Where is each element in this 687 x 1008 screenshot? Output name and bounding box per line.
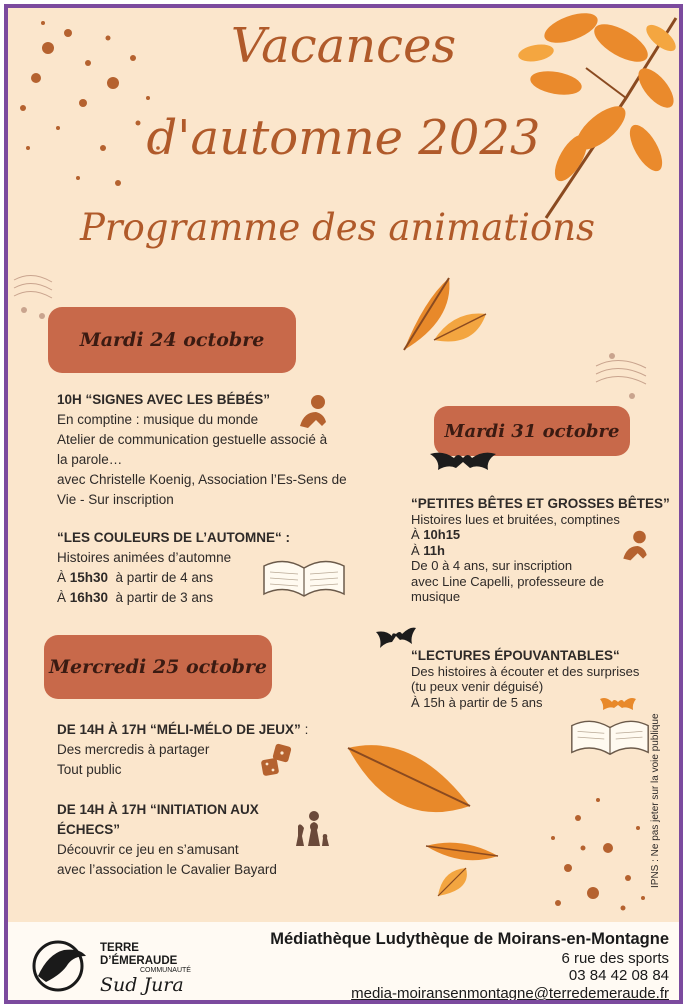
event-jeux-title: DE 14H À 17H “MÉLI-MÉLO DE JEUX” [57,722,301,737]
poster [4,4,683,1004]
event-jeux-line-2: Tout public [57,762,122,777]
time-value: 11h [423,542,445,558]
day-badge-wednesday-25: Mercredi 25 octobre [44,635,272,699]
event-signes-line-4: avec Christelle Koenig, Association l’Es-Sens de [57,472,347,487]
venue-info [270,928,669,1003]
event-signes-title: 10H “SIGNES AVEC LES BÉBÉS” [57,392,271,407]
logo-text [100,942,177,968]
dice-icon [260,743,296,777]
event-jeux-title-suffix: : [300,722,309,737]
event-echecs-title-1: DE 14H À 17H “INITIATION AUX [57,802,259,817]
event-lectures [411,648,681,710]
day-badge-tuesday-24: Mardi 24 octobre [48,307,296,373]
event-lectures-title: “LECTURES ÉPOUVANTABLES“ [411,648,620,663]
logo-line-2: D’ÉMERAUDE [100,955,178,967]
autumn-leaves-center [394,270,494,358]
open-book-icon [260,554,348,606]
subtitle: Programme des animations [79,206,596,249]
time-value: 10h15 [423,527,461,542]
event-echecs-line-1: Découvrir ce jeu en s’amusant [57,842,239,857]
terre-emeraude-logo-icon [28,934,94,994]
event-jeux-line-1: Des mercredis à partager [57,742,210,757]
day-badge-tuesday-31: Mardi 31 octobre [434,406,630,456]
time-value: 15h30 [69,570,109,585]
time-rest: à partir de 4 ans [108,570,214,585]
paint-splatter-bottom-right [538,788,658,920]
event-betes-line-3: avec Line Capelli, professeure de [411,573,604,589]
footer [8,922,679,1000]
time-prefix: À [57,570,70,585]
event-jeux [57,720,357,780]
logo-small-text: COMMUNAUTÉ [140,967,191,974]
event-lectures-line-1: Des histoires à écouter et des surprises [411,663,640,679]
event-betes-title: “PETITES BÊTES ET GROSSES BÊTES” [411,496,670,511]
time-rest: à partir de 3 ans [108,590,214,605]
chess-pieces-icon [286,806,330,850]
event-betes-line-2: De 0 à 4 ans, sur inscription [411,558,573,573]
event-betes-line-4: musique [411,589,461,604]
baby-icon [294,392,332,432]
open-book-icon-2 [568,714,652,764]
autumn-leaves-bottom [422,832,502,902]
event-signes [57,390,387,510]
event-lectures-line-2: (tu peux venir déguisé) [411,679,544,694]
baby-icon-2 [616,528,654,564]
music-notes-right-icon [594,346,650,406]
autumn-leaf-large [344,736,474,820]
ipns-note: IPNS : Ne pas jeter sur la voie publique [650,713,661,888]
time-value: 16h30 [69,590,109,605]
event-echecs-line-2: avec l’association le Cavalier Bayard [57,862,277,877]
venue-address: 6 rue des sports [561,950,669,967]
venue-name: Médiathèque Ludythèque de Moirans-en-Montagne [270,930,669,948]
logo-line-1: TERRE [100,942,139,954]
logo-script: Sud Jura [100,974,184,996]
venue-phone: 03 84 42 08 84 [568,967,669,984]
time-prefix: À [57,590,70,605]
title-line-1: Vacances [230,18,457,74]
event-signes-line-1: En comptine : musique du monde [57,412,259,427]
event-couleurs-line-1: Histoires animées d’automne [57,550,232,565]
orange-bat-icon [598,696,638,716]
event-couleurs-title: “LES COULEURS DE L’AUTOMNE“ : [57,530,291,545]
event-lectures-line-3: À 15h à partir de 5 ans [411,694,543,710]
time-prefix: À [411,527,424,542]
event-signes-line-5: Vie - Sur inscription [57,492,174,507]
venue-email-link[interactable]: media-moiransenmontagne@terredemeraude.fr [351,985,669,1002]
bat-icon [428,448,498,480]
event-jeux-title-row [57,720,357,740]
event-signes-line-3: la parole… [57,452,123,467]
title-line-2: d'automne 2023 [146,110,541,166]
event-echecs-title-2: ÉCHECS” [57,822,121,837]
time-prefix: À [411,542,424,558]
event-betes-line-1: Histoires lues et bruitées, comptines [411,511,620,527]
event-signes-line-2: Atelier de communication gestuelle associé à [57,432,328,447]
